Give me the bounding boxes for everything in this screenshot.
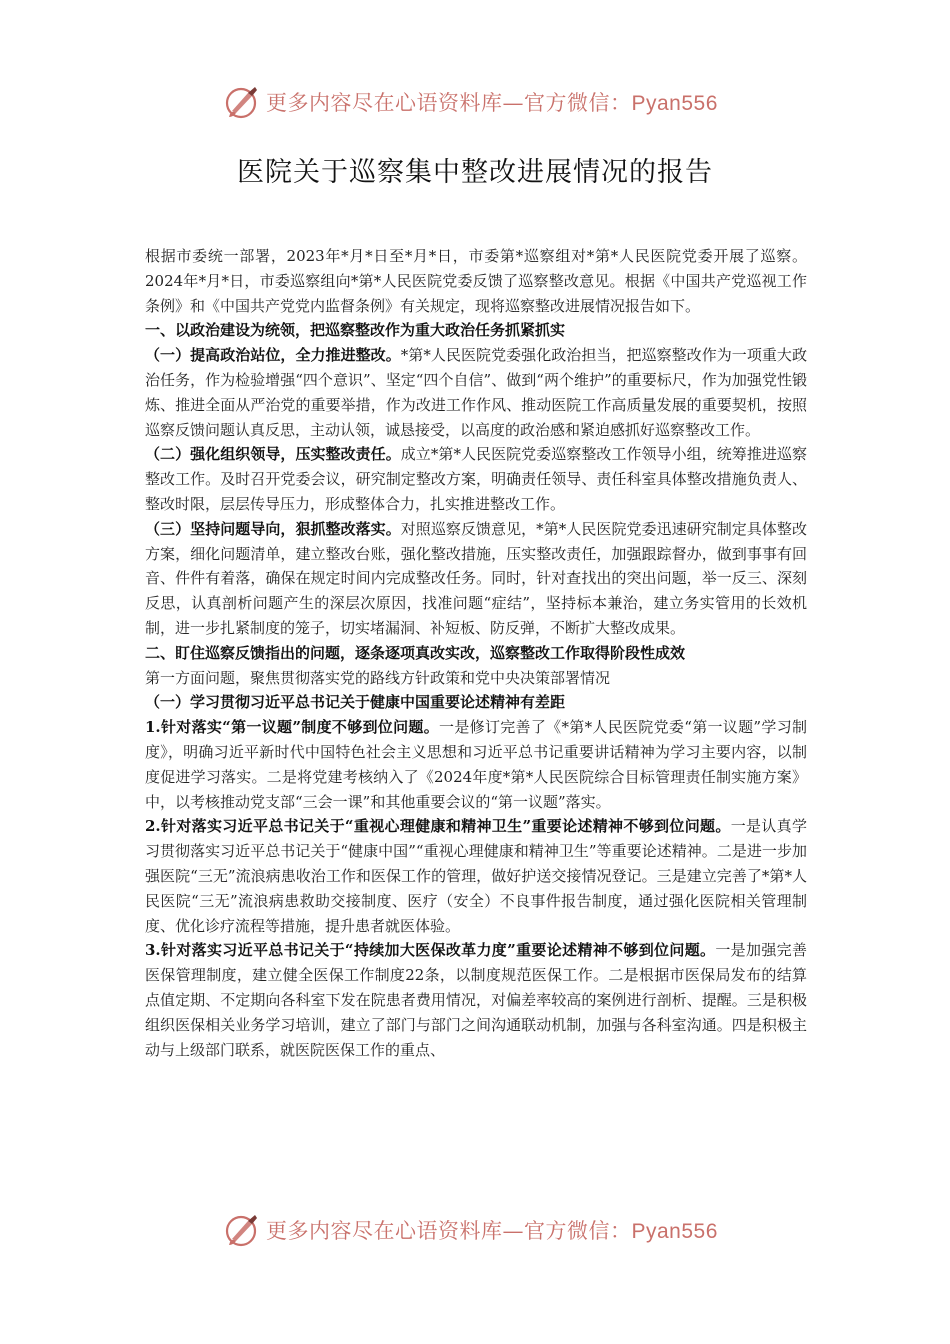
watermark-text: 更多内容尽在心语资料库—官方微信：Pyan556 bbox=[266, 91, 718, 115]
body-paragraph bbox=[145, 814, 807, 938]
section-heading: 一、以政治建设为统领，把巡察整改作为重大政治任务抓紧抓实 bbox=[145, 321, 566, 340]
paragraph-lead: 2.针对落实习近平总书记关于“重视心理健康和精神卫生”重要论述精神不够到位问题。 bbox=[145, 817, 731, 836]
paragraph-text: *第*人民医院党委强化政治担当，把巡察整改作为一项重大政治任务，作为检验增强“四个意识”、坚定“四个自信”、做到“两个维护”的重要标尺，作为加强党性锻炼、推进全面从严治党的重要举措，作为改进工作作风、推动医院工作高质量发展的重要契机，按照巡察反馈问题认真反思，主动认领，诚恳接受，以高度的政治感和紧迫感抓好巡察整改工作。 bbox=[145, 346, 807, 439]
document-title: 医院关于巡察集中整改进展情况的报告 bbox=[237, 157, 713, 188]
paragraph-text: 一是认真学习贯彻落实习近平总书记关于“健康中国”“重视心理健康和精神卫生”等重要论述精神。二是进一步加强医院“三无”流浪病患收治工作和医保工作的管理，做好护送交接情况登记。三是建立完善了*第*人民医院“三无”流浪病患救助交接制度、医疗（安全）不良事件报告制度，通过强化医院相关管理制度、优化诊疗流程等措施，提升患者就医体验。 bbox=[145, 817, 807, 935]
watermark-text: 更多内容尽在心语资料库—官方微信：Pyan556 bbox=[266, 1219, 718, 1243]
brush-logo-icon bbox=[224, 1212, 260, 1248]
paragraph-lead: （一）学习贯彻习近平总书记关于健康中国重要论述精神有差距 bbox=[145, 693, 566, 712]
paragraph-text: 对照巡察反馈意见，*第*人民医院党委迅速研究制定具体整改方案，细化问题清单，建立整改台账，强化整改措施，压实整改责任，加强跟踪督办，做到事事有回音、件件有着落，确保在规定时间内完成整改任务。同时，针对查找出的突出问题，举一反三、深刻反思，认真剖析问题产生的深层次原因，找准问题“症结”，坚持标本兼治，建立务实管用的长效机制，进一步扎紧制度的笼子，切实堵漏洞、补短板、防反弹，不断扩大整改成果。 bbox=[145, 519, 807, 637]
section-heading: 二、盯住巡察反馈指出的问题，逐条逐项真改实改，巡察整改工作取得阶段性成效 bbox=[145, 643, 686, 662]
paragraph-text: 根据市委统一部署，2023年*月*日至*月*日，市委第*巡察组对*第*人民医院党委开展了巡察。2024年*月*日，市委巡察组向*第*人民医院党委反馈了巡察整改意见。根据《中国共产党巡视工作条例》和《中国共产党党内监督条例》有关规定，现将巡察整改进展情况报告如下。 bbox=[145, 247, 807, 315]
watermark-header bbox=[224, 82, 724, 122]
brush-logo-icon bbox=[224, 84, 260, 120]
body-paragraph bbox=[145, 666, 807, 691]
document-body bbox=[145, 244, 807, 1062]
body-paragraph bbox=[145, 442, 807, 516]
paragraph-lead: 1.针对落实“第一议题”制度不够到位问题。 bbox=[145, 718, 440, 737]
watermark-footer bbox=[224, 1210, 724, 1250]
body-paragraph bbox=[145, 517, 807, 641]
body-paragraph bbox=[145, 938, 807, 1062]
paragraph-text: 第一方面问题，聚焦贯彻落实党的路线方针政策和党中央决策部署情况 bbox=[145, 668, 611, 687]
paragraph-text: 成立*第*人民医院党委巡察整改工作领导小组，统筹推进巡察整改工作。及时召开党委会议，研究制定整改方案，明确责任领导、责任科室具体整改措施负责人、整改时限，层层传导压力，形成整体合力，扎实推进整改工作。 bbox=[145, 445, 807, 513]
paragraph-lead: （二）强化组织领导，压实整改责任。 bbox=[145, 445, 401, 464]
body-paragraph bbox=[145, 343, 807, 442]
paragraph-text: 一是加强完善医保管理制度，建立健全医保工作制度22条，以制度规范医保工作。二是根据市医保局发布的结算点值定期、不定期向各科室下发在院患者费用情况，对偏差率较高的案例进行剖析、提醒。三是积极组织医保相关业务学习培训，建立了部门与部门之间沟通联动机制，加强与各科室沟通。四是积极主动与上级部门联系，就医院医保工作的重点、 bbox=[145, 941, 807, 1059]
paragraph-lead: （三）坚持问题导向，狠抓整改落实。 bbox=[145, 519, 401, 538]
body-paragraph bbox=[145, 244, 807, 318]
paragraph-lead: 3.针对落实习近平总书记关于“持续加大医保改革力度”重要论述精神不够到位问题。 bbox=[145, 941, 716, 960]
paragraph-lead: （一）提高政治站位，全力推进整改。 bbox=[145, 346, 401, 365]
body-paragraph bbox=[145, 690, 807, 715]
body-paragraph bbox=[145, 715, 807, 814]
paragraph-text: 一是修订完善了《*第*人民医院党委“第一议题”学习制度》，明确习近平新时代中国特色社会主义思想和习近平总书记重要讲话精神为学习主要内容，以制度促进学习落实。二是将党建考核纳入了《2024年度*第*人民医院综合目标管理责任制实施方案》中，以考核推动党支部“三会一课”和其他重要会议的“第一议题”落实。 bbox=[145, 718, 808, 811]
